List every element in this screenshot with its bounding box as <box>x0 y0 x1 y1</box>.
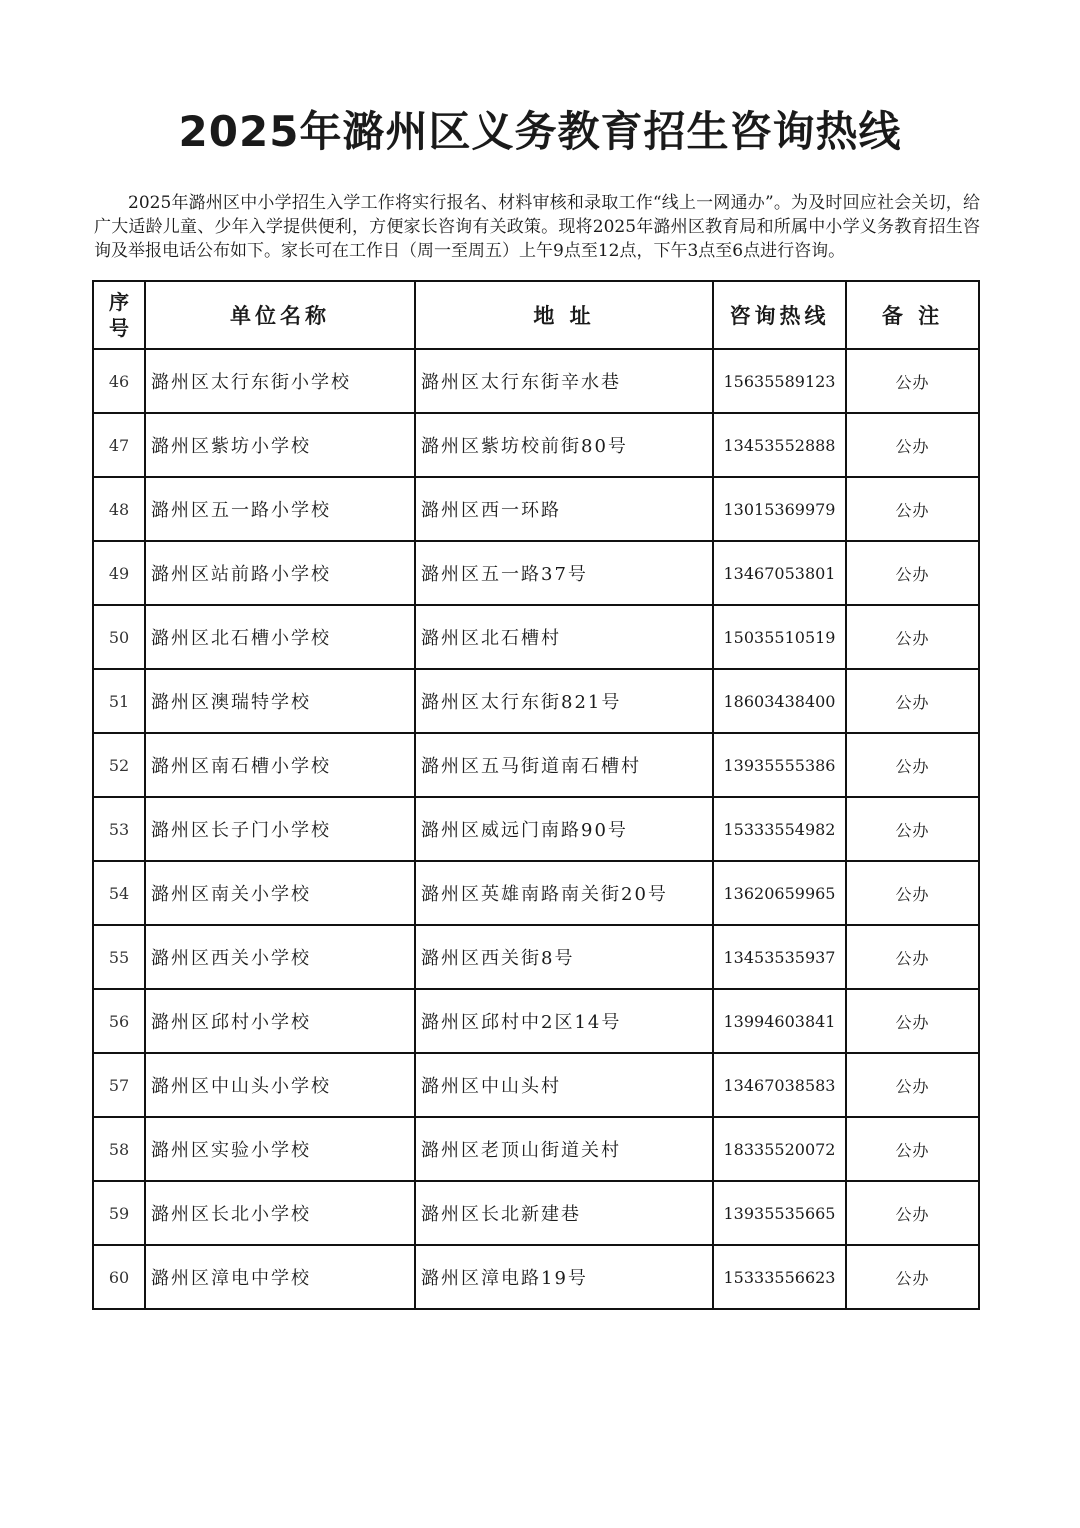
school-address: 潞州区西一环路 <box>415 477 713 541</box>
school-name: 潞州区长北小学校 <box>145 1181 415 1245</box>
school-address: 潞州区紫坊校前街80号 <box>415 413 713 477</box>
row-number: 59 <box>93 1181 145 1245</box>
school-address: 潞州区五一路37号 <box>415 541 713 605</box>
header-seq-line1: 序 <box>109 290 129 314</box>
header-address: 地 址 <box>415 281 713 349</box>
hotline-number: 13467053801 <box>713 541 846 605</box>
table-row <box>93 925 979 989</box>
table-row <box>93 861 979 925</box>
row-number: 50 <box>93 605 145 669</box>
remark: 公办 <box>846 1053 979 1117</box>
school-name: 潞州区北石槽小学校 <box>145 605 415 669</box>
page-title: 2025年潞州区义务教育招生咨询热线 <box>178 107 902 156</box>
header-note: 备 注 <box>846 281 979 349</box>
remark: 公办 <box>846 541 979 605</box>
remark: 公办 <box>846 861 979 925</box>
school-name: 潞州区邱村小学校 <box>145 989 415 1053</box>
row-number: 60 <box>93 1245 145 1309</box>
row-number: 58 <box>93 1117 145 1181</box>
remark: 公办 <box>846 1245 979 1309</box>
school-address: 潞州区英雄南路南关街20号 <box>415 861 713 925</box>
hotline-table <box>92 280 980 1310</box>
header-name: 单位名称 <box>145 281 415 349</box>
table-row <box>93 1245 979 1309</box>
school-name: 潞州区实验小学校 <box>145 1117 415 1181</box>
school-address: 潞州区中山头村 <box>415 1053 713 1117</box>
remark: 公办 <box>846 669 979 733</box>
school-address: 潞州区威远门南路90号 <box>415 797 713 861</box>
row-number: 51 <box>93 669 145 733</box>
table-row <box>93 605 979 669</box>
table-row <box>93 1181 979 1245</box>
table-row <box>93 413 979 477</box>
hotline-number: 15035510519 <box>713 605 846 669</box>
table-row <box>93 989 979 1053</box>
school-name: 潞州区紫坊小学校 <box>145 413 415 477</box>
hotline-number: 15333554982 <box>713 797 846 861</box>
school-name: 潞州区西关小学校 <box>145 925 415 989</box>
remark: 公办 <box>846 1181 979 1245</box>
hotline-number: 13620659965 <box>713 861 846 925</box>
remark: 公办 <box>846 349 979 413</box>
school-name: 潞州区澳瑞特学校 <box>145 669 415 733</box>
table-row <box>93 797 979 861</box>
hotline-number: 15333556623 <box>713 1245 846 1309</box>
school-address: 潞州区漳电路19号 <box>415 1245 713 1309</box>
school-address: 潞州区长北新建巷 <box>415 1181 713 1245</box>
hotline-number: 13453535937 <box>713 925 846 989</box>
remark: 公办 <box>846 989 979 1053</box>
table-header-row <box>93 281 979 349</box>
remark: 公办 <box>846 605 979 669</box>
hotline-number: 18335520072 <box>713 1117 846 1181</box>
table-row <box>93 1117 979 1181</box>
hotline-number: 13015369979 <box>713 477 846 541</box>
school-name: 潞州区站前路小学校 <box>145 541 415 605</box>
table-row <box>93 733 979 797</box>
row-number: 56 <box>93 989 145 1053</box>
hotline-number: 15635589123 <box>713 349 846 413</box>
remark: 公办 <box>846 797 979 861</box>
school-address: 潞州区北石槽村 <box>415 605 713 669</box>
remark: 公办 <box>846 413 979 477</box>
school-address: 潞州区五马街道南石槽村 <box>415 733 713 797</box>
school-address: 潞州区太行东街辛水巷 <box>415 349 713 413</box>
school-address: 潞州区西关街8号 <box>415 925 713 989</box>
hotline-number: 13453552888 <box>713 413 846 477</box>
table-row <box>93 541 979 605</box>
school-address: 潞州区邱村中2区14号 <box>415 989 713 1053</box>
intro-paragraph: 2025年潞州区中小学招生入学工作将实行报名、材料审核和录取工作“线上一网通办”。为及时回应社会关切，给广大适龄儿童、少年入学提供便利，方便家长咨询有关政策。现将2025年潞州区教育局和所属中小学义务教育招生咨询及举报电话公布如下。家长可在工作日（周一至周五）上午9点至12点，下午3点至6点进行咨询。 <box>94 193 980 261</box>
table-row <box>93 1053 979 1117</box>
school-name: 潞州区五一路小学校 <box>145 477 415 541</box>
school-name: 潞州区太行东街小学校 <box>145 349 415 413</box>
row-number: 52 <box>93 733 145 797</box>
school-name: 潞州区长子门小学校 <box>145 797 415 861</box>
table-row <box>93 477 979 541</box>
row-number: 48 <box>93 477 145 541</box>
remark: 公办 <box>846 477 979 541</box>
school-name: 潞州区南石槽小学校 <box>145 733 415 797</box>
remark: 公办 <box>846 925 979 989</box>
remark: 公办 <box>846 1117 979 1181</box>
header-phone: 咨询热线 <box>713 281 846 349</box>
school-name: 潞州区中山头小学校 <box>145 1053 415 1117</box>
row-number: 53 <box>93 797 145 861</box>
table-row <box>93 669 979 733</box>
remark: 公办 <box>846 733 979 797</box>
row-number: 49 <box>93 541 145 605</box>
header-seq <box>93 281 145 349</box>
row-number: 55 <box>93 925 145 989</box>
school-address: 潞州区老顶山街道关村 <box>415 1117 713 1181</box>
hotline-number: 13935555386 <box>713 733 846 797</box>
school-name: 潞州区南关小学校 <box>145 861 415 925</box>
row-number: 57 <box>93 1053 145 1117</box>
hotline-number: 13935535665 <box>713 1181 846 1245</box>
row-number: 54 <box>93 861 145 925</box>
hotline-number: 18603438400 <box>713 669 846 733</box>
hotline-number: 13994603841 <box>713 989 846 1053</box>
row-number: 47 <box>93 413 145 477</box>
header-seq-line2: 号 <box>109 316 129 340</box>
school-name: 潞州区漳电中学校 <box>145 1245 415 1309</box>
hotline-number: 13467038583 <box>713 1053 846 1117</box>
school-address: 潞州区太行东街821号 <box>415 669 713 733</box>
row-number: 46 <box>93 349 145 413</box>
table-row <box>93 349 979 413</box>
